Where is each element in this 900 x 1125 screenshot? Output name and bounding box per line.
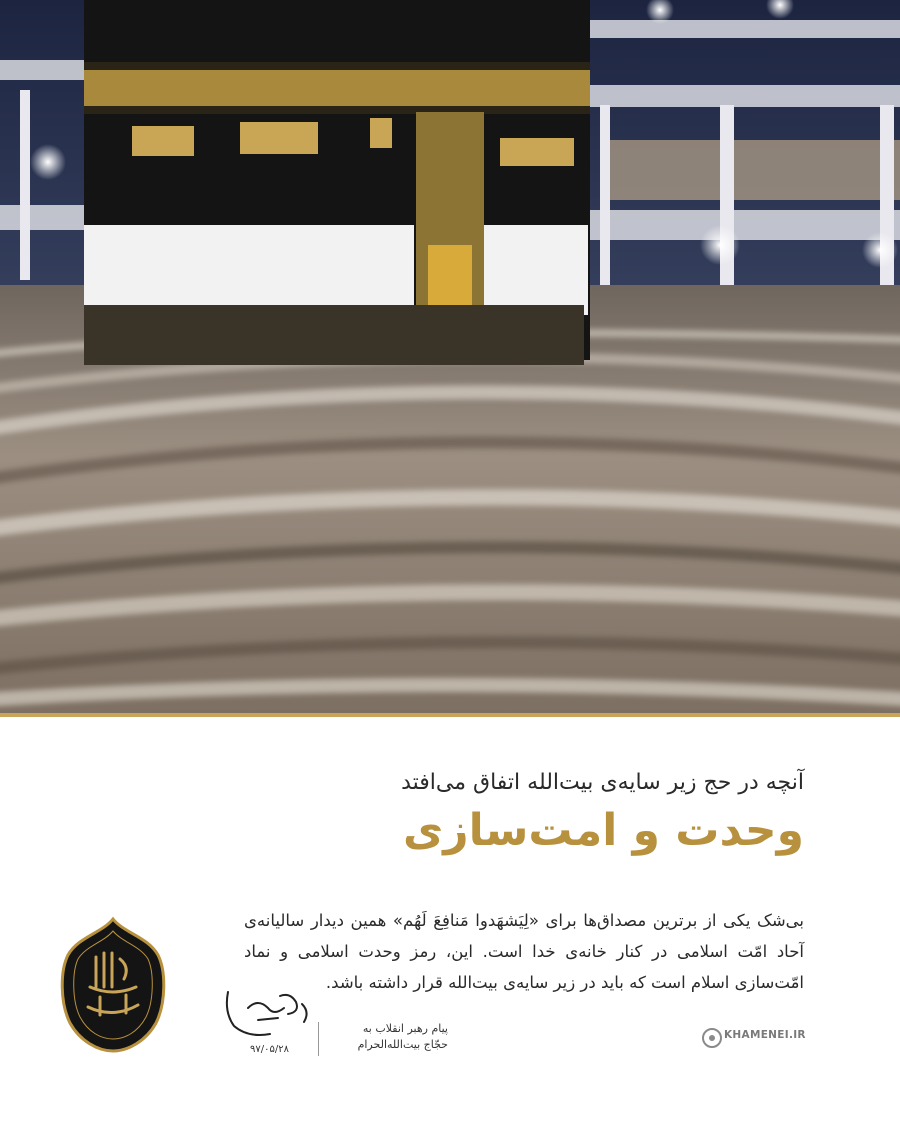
- signature-divider: [318, 1022, 319, 1056]
- leader-quote: بی‌شک یکی از برترین مصداق‌ها برای «لِیَشهَدوا مَنافِعَ لَهُم» همین دیدار سالیانه‌ی آحاد امّت اسلامی در کنار خانه‌ی خدا است. این، رمز وحدت اسلامی و نماد امّت‌سازی اسلام است که باید در زیر سایه‌ی بیت‌الله قرار داشته باشد.: [244, 911, 804, 992]
- signature-mark: [218, 982, 318, 1042]
- signature-date: ۹۷/۰۵/۲۸: [250, 1044, 289, 1055]
- logo-text: KHAMENEI.IR: [724, 1029, 806, 1041]
- gold-divider: [0, 713, 900, 717]
- signature-line-1: پیام رهبر انقلاب به: [362, 1022, 448, 1035]
- allahu-akbar-calligraphy-emblem: [58, 915, 168, 1055]
- signature-line-2: حجّاج بیت‌الله‌الحرام: [357, 1038, 448, 1051]
- poster-subtitle: آنچه در حج زیر سایه‌ی بیت‌الله اتفاق می‌افتد: [401, 770, 804, 795]
- poster-title: وحدت و امت‌سازی: [402, 805, 804, 856]
